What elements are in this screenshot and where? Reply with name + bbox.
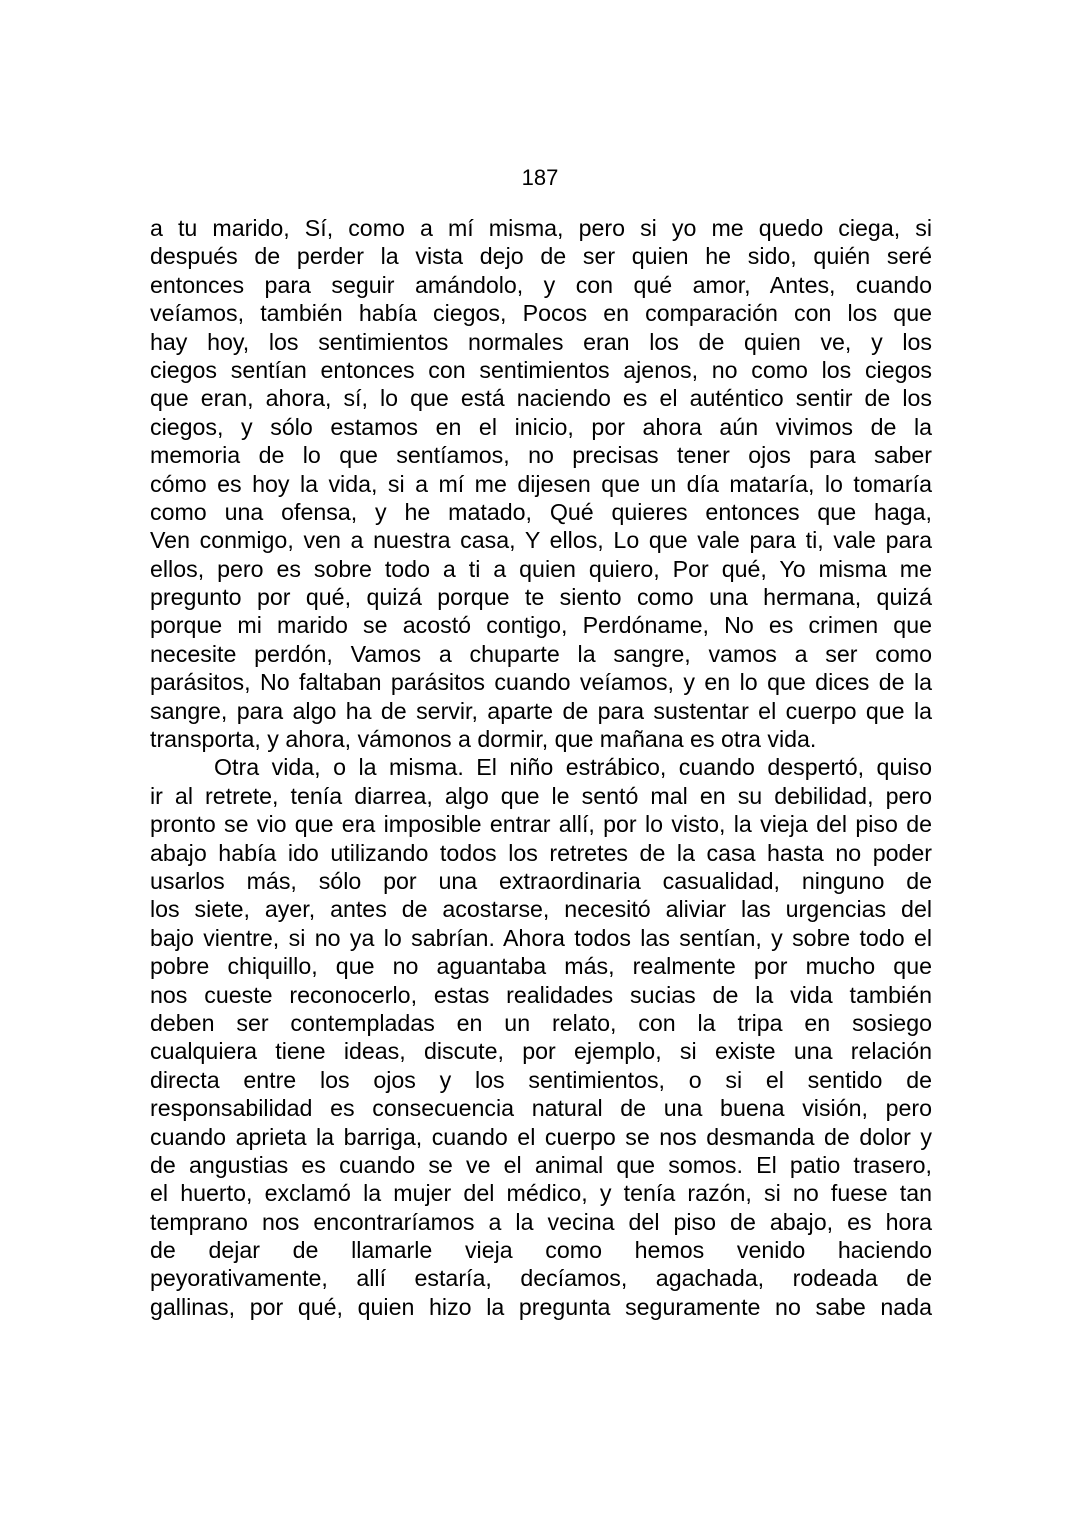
text-line: ellos, pero es sobre todo a ti a quien quiero, Por qué, Yo misma me [150,555,932,582]
text-line: responsabilidad es consecuencia natural de una buena visión, pero [150,1095,932,1122]
text-line: a tu marido, Sí, como a mí misma, pero si yo me quedo ciega, si [150,215,932,241]
text-line: de dejar de llamarle vieja como hemos venido haciendo [150,1237,932,1264]
text-line: nos cueste reconocerlo, estas realidades sucias de la vida también [150,981,932,1008]
text-line: los siete, ayer, antes de acostarse, necesitó aliviar las urgencias del [150,896,932,923]
text-line: peyorativamente, allí estaría, decíamos, agachada, rodeada de [150,1265,932,1292]
text-line: pronto se vio que era imposible entrar allí, por lo visto, la vieja del piso de [150,811,932,838]
text-line: que eran, ahora, sí, lo que está naciendo es el auténtico sentir de los [150,385,932,412]
text-line: gallinas, por qué, quien hizo la pregunta seguramente no sabe nada [150,1293,932,1320]
text-line: sangre, para algo ha de servir, aparte de para sustentar el cuerpo que la [150,697,932,724]
text-line: veíamos, también había ciegos, Pocos en comparación con los que [150,300,932,327]
text-line: pregunto por qué, quizá porque te siento como una hermana, quizá [150,584,932,611]
text-line: cómo es hoy la vida, si a mí me dijesen que un día mataría, lo tomaría [150,470,932,497]
text-line: cuando aprieta la barriga, cuando el cuerpo se nos desmanda de dolor y [150,1123,932,1150]
text-line: porque mi marido se acostó contigo, Perdóname, No es crimen que [150,612,932,639]
text-line: después de perder la vista dejo de ser quien he sido, quién seré [150,243,932,270]
text-line: el huerto, exclamó la mujer del médico, y tenía razón, si no fuese tan [150,1180,932,1207]
text-line: pobre chiquillo, que no aguantaba más, realmente por mucho que [150,953,932,980]
text-line: Ven conmigo, ven a nuestra casa, Y ellos, Lo que vale para ti, vale para [150,527,932,554]
text-line: cualquiera tiene ideas, discute, por ejemplo, si existe una relación [150,1038,932,1065]
text-line: entonces para seguir amándolo, y con qué amor, Antes, cuando [150,271,932,298]
text-line: hay hoy, los sentimientos normales eran los de quien ve, y los [150,328,932,355]
paragraph [150,753,932,1321]
text-line: parásitos, No faltaban parásitos cuando veíamos, y en lo que dices de la [150,669,932,696]
text-line: bajo vientre, si no ya lo sabrían. Ahora todos las sentían, y sobre todo el [150,924,932,951]
text-line: temprano nos encontraríamos a la vecina del piso de abajo, es hora [150,1208,932,1235]
text-line: de angustias es cuando se ve el animal que somos. El patio trasero, [150,1151,932,1178]
text-line: Otra vida, o la misma. El niño estrábico, cuando despertó, quiso [214,754,932,781]
text-line: memoria de lo que sentíamos, no precisas tener ojos para saber [150,442,932,469]
text-line: usarlos más, sólo por una extraordinaria casualidad, ninguno de [150,867,932,894]
text-line: ciegos sentían entonces con sentimientos ajenos, no como los ciegos [150,356,932,383]
body-text [150,214,932,1321]
text-line: como una ofensa, y he matado, Qué quieres entonces que haga, [150,498,932,525]
text-line: deben ser contempladas en un relato, con la tripa en sosiego [150,1009,932,1036]
text-line: necesite perdón, Vamos a chuparte la sangre, vamos a ser como [150,640,932,667]
text-line: directa entre los ojos y los sentimientos, o si el sentido de [150,1066,932,1093]
text-line: transporta, y ahora, vámonos a dormir, que mañana es otra vida. [150,726,817,753]
text-line: ciegos, y sólo estamos en el inicio, por ahora aún vivimos de la [150,413,932,440]
paragraph [150,214,932,753]
text-line: ir al retrete, tenía diarrea, algo que le sentó mal en su debilidad, pero [150,782,932,809]
text-line: abajo había ido utilizando todos los retretes de la casa hasta no poder [150,839,932,866]
page-number: 187 [521,165,559,190]
